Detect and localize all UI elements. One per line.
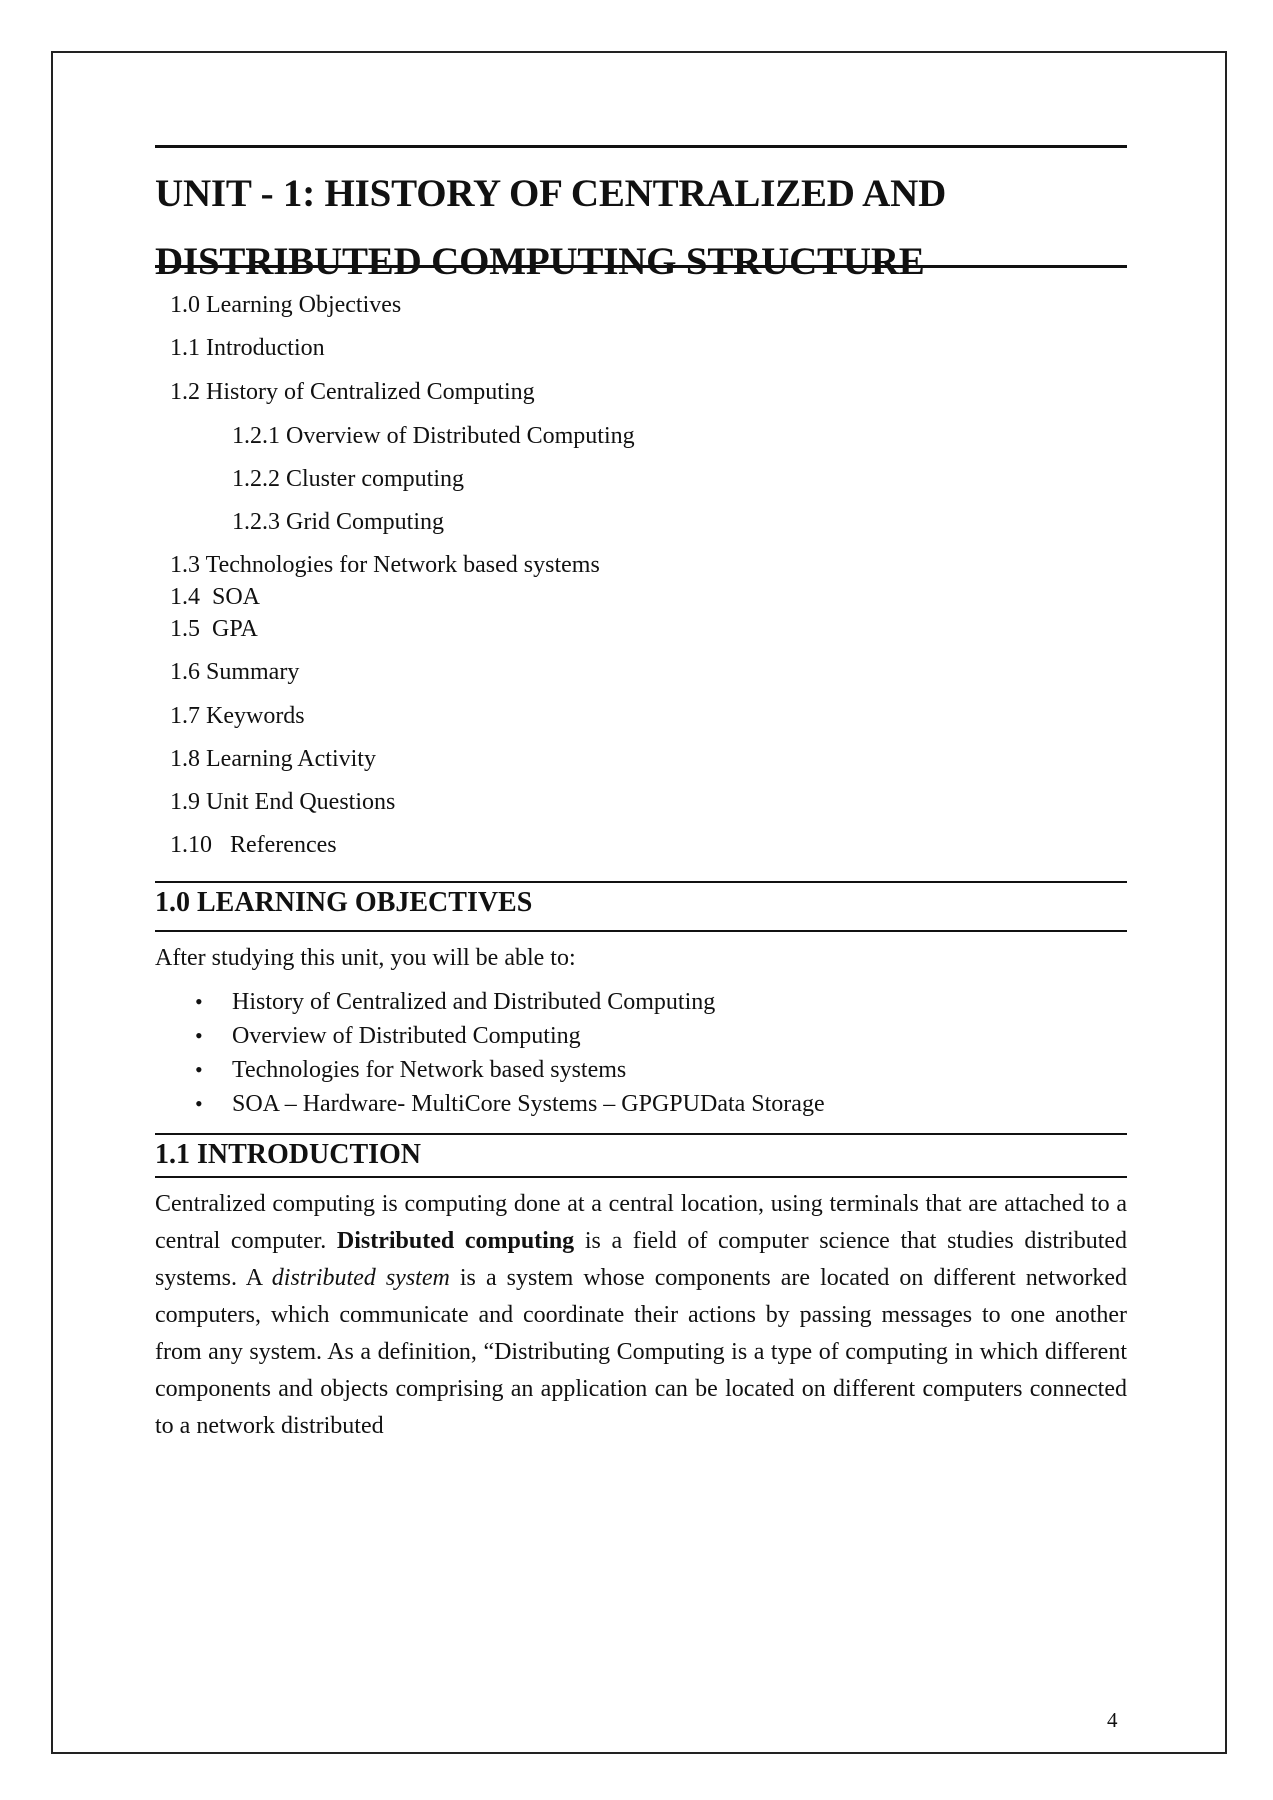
bold-term: Distributed computing [336, 1228, 575, 1254]
toc-item[interactable]: 1.2 History of Centralized Computing [170, 379, 535, 405]
toc-item[interactable]: 1.9 Unit End Questions [170, 789, 396, 815]
objectives-list [155, 987, 1127, 1128]
introduction-paragraph: Centralized computing is computing done at a central location, using terminals that are attached to a central computer. Distributed computing is a field of computer science that studies distributed systems. A distributed system is a system whose components are located on different networked computers, which communicate and coordinate their actions by passing messages to one another from any system. As a definition, “Distributing Computing is a type of computing in which different components and objects comprising an application can be located on different computers connected to a network distributed [155, 1191, 1128, 1439]
toc-item[interactable]: 1.6 Summary [170, 659, 300, 685]
objectives-lead: After studying this unit, you will be able to: [155, 945, 576, 971]
list-item: • SOA – Hardware- MultiCore Systems – GPGPUData Storage [195, 1091, 825, 1117]
introduction-heading: 1.1 INTRODUCTION [155, 1139, 422, 1170]
objectives-heading: 1.0 LEARNING OBJECTIVES [155, 887, 533, 918]
introduction-bottom-rule [155, 1176, 1127, 1178]
toc-item[interactable]: 1.1 Introduction [170, 335, 325, 361]
list-item: • Technologies for Network based systems [195, 1057, 627, 1083]
unit-title-line-2: DISTRIBUTED COMPUTING STRUCTURE [155, 240, 925, 283]
italic-term: distributed system [271, 1265, 450, 1291]
toc-subitem[interactable]: 1.2.3 Grid Computing [232, 509, 445, 535]
title-bottom-rule [155, 265, 1127, 268]
objectives-bottom-rule [155, 930, 1127, 932]
bullet-icon: • [195, 1091, 203, 1116]
bullet-icon: • [195, 989, 203, 1014]
list-item: • History of Centralized and Distributed Computing [195, 989, 716, 1015]
unit-title [155, 160, 1127, 296]
toc-item[interactable]: 1.4 SOA [170, 584, 261, 610]
toc-item[interactable]: 1.5 GPA [170, 616, 258, 642]
toc-item[interactable]: 1.10 References [170, 832, 337, 858]
objectives-top-rule [155, 881, 1127, 883]
toc-item[interactable]: 1.7 Keywords [170, 703, 305, 729]
toc-subitem[interactable]: 1.2.1 Overview of Distributed Computing [232, 423, 635, 449]
toc-item[interactable]: 1.0 Learning Objectives [170, 292, 402, 318]
title-top-rule [155, 145, 1127, 148]
toc-item[interactable]: 1.3 Technologies for Network based systems [170, 552, 600, 578]
toc-item[interactable]: 1.8 Learning Activity [170, 746, 376, 772]
toc-subitem[interactable]: 1.2.2 Cluster computing [232, 466, 464, 492]
page-number: 4 [1107, 1708, 1118, 1732]
unit-title-line-1: UNIT - 1: HISTORY OF CENTRALIZED AND [155, 172, 947, 215]
list-item: • Overview of Distributed Computing [195, 1023, 581, 1049]
introduction-top-rule [155, 1133, 1127, 1135]
bullet-icon: • [195, 1023, 203, 1048]
bullet-icon: • [195, 1057, 203, 1082]
